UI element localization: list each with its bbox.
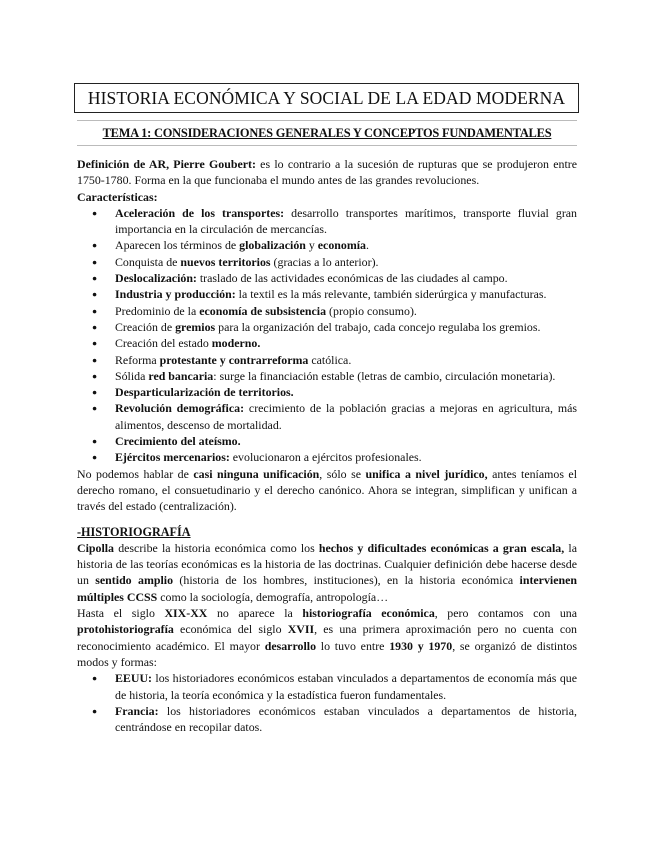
list-item: ● Desparticularización de territorios. [77, 384, 577, 400]
siglo-paragraph: Hasta el siglo XIX-XX no aparece la historiografía económica, pero contamos con una protohistoriografía económica del siglo XVII, es una primera aproximación pero no cuenta con reconocimiento académico. El mayor desarrollo lo tuvo entre 1930 y 1970, se organizó de distintos modos y formas: [77, 606, 578, 669]
list-item: ● Predominio de la economía de subsistencia (propio consumo). [77, 303, 577, 319]
list-item: ● Deslocalización: traslado de las actividades económicas de las ciudades al campo. [77, 270, 577, 286]
list-item: ● Aparecen los términos de globalización y economía. [77, 237, 577, 253]
list-item: ● Aceleración de los transportes: desarrollo transportes marítimos, transporte fluvial gran importancia en la circulación de mercancías. [77, 205, 577, 238]
historiografia-heading: -HISTORIOGRAFÍA [77, 524, 191, 539]
list-item: ● Creación de gremios para la organización del trabajo, cada concejo regulaba los gremios. [77, 319, 577, 335]
characteristics-list [77, 205, 577, 466]
list-item: ● Revolución demográfica: crecimiento de la población gracias a mejoras en agricultura, más alimentos, descenso de mortalidad. [77, 400, 577, 433]
list-item: ● Ejércitos mercenarios: evolucionaron a ejércitos profesionales. [77, 449, 577, 465]
list-item: ● Sólida red bancaria: surge la financiación estable (letras de cambio, circulación monetaria). [77, 368, 577, 384]
list-item: ● Creación del estado moderno. [77, 335, 577, 351]
document-body [77, 156, 577, 735]
characteristics-label: Características: [77, 189, 158, 204]
tema-heading [77, 120, 577, 146]
tema-title: TEMA 1: CONSIDERACIONES GENERALES Y CONCEPTOS FUNDAMENTALES [102, 126, 552, 140]
list-item: ● Reforma protestante y contrarreforma católica. [77, 352, 577, 368]
list-item: ● Conquista de nuevos territorios (gracias a lo anterior). [77, 254, 577, 270]
list-item: ● EEUU: los historiadores económicos estaban vinculados a departamentos de economía más que de historia, la teoría económica y la estadística fueron fundamentales. [77, 670, 577, 703]
list-item: ● Crecimiento del ateísmo. [77, 433, 577, 449]
definition-label: Definición de AR, Pierre Goubert: [77, 157, 256, 171]
cipolla-paragraph: Cipolla describe la historia económica como los hechos y dificultades económicas a gran escala, la historia de las teorías económicas es la historia de las doctrinas. Cualquier definición debe hacerse desde un sentido amplio (historia de los hombres, instituciones), en la historia económica intervienen múltiples CCSS como la sociología, demografía, antropología… [77, 540, 577, 604]
historiografia-list [77, 670, 577, 735]
document-title: HISTORIA ECONÓMICA Y SOCIAL DE LA EDAD MODERNA [74, 83, 579, 113]
list-item: ● Industria y producción: la textil es la más relevante, también siderúrgica y manufacturas. [77, 286, 577, 302]
unification-paragraph: No podemos hablar de casi ninguna unificación, sólo se unifica a nivel jurídico, antes teníamos el derecho romano, el consuetudinario y el derecho canónico. Ahora se integran, simplifican y unifican a través del estado (centralización). [77, 466, 578, 514]
definition-paragraph: Definición de AR, Pierre Goubert: es lo contrario a la sucesión de rupturas que se produjeron entre 1750-1780. Forma en la que funcionaba el mundo antes de las grandes revoluciones. [77, 157, 577, 188]
list-item: ● Francia: los historiadores económicos estaban vinculados a departamentos de historia, centrándose en recopilar datos. [77, 703, 577, 736]
